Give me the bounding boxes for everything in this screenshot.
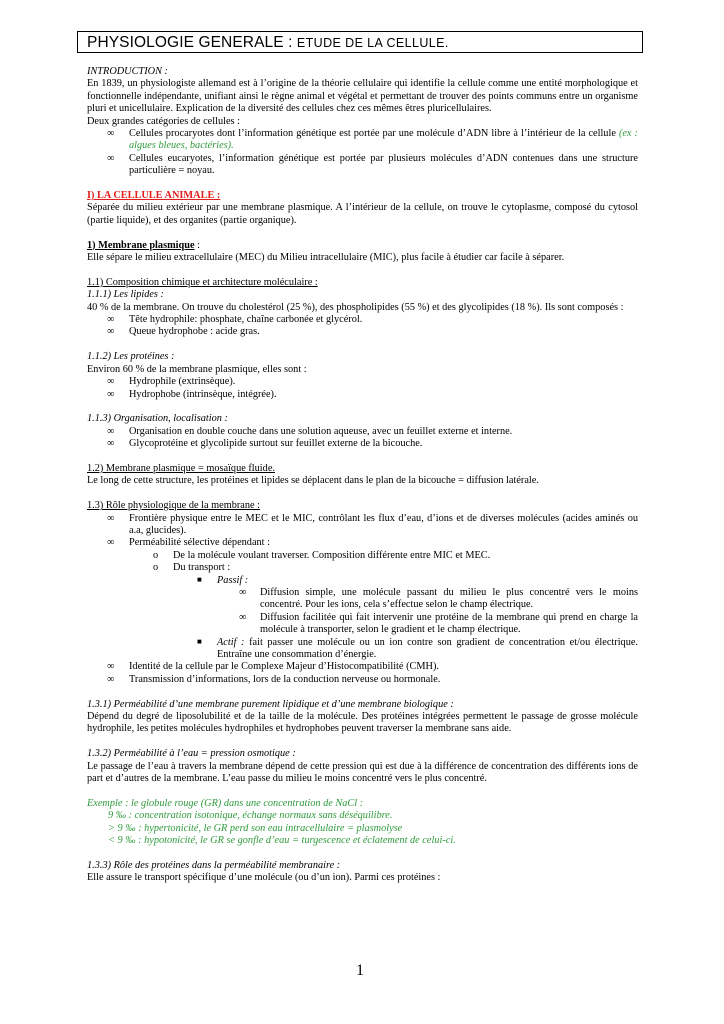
role-item-4: Transmission d’informations, lors de la conduction nerveuse ou hormonale. <box>129 673 441 685</box>
lipides-paragraph: 40 % de la membrane. On trouve du cholestérol (25 %), des phospholipides (55 %) et des glycolipides (18 %). Ils sont composés : <box>87 301 624 313</box>
section-heading-cellule-animale: I) LA CELLULE ANIMALE : <box>87 190 221 202</box>
pression-osmotique-heading: 1.3.2) Perméabilité à l’eau = pression osmotique : <box>87 748 296 760</box>
role-item-1: Frontière physique entre le MEC et le MIC, contrôlant les flux d’eau, d’ions et de diverses molécules (acides aminés ou a.a, glucides). <box>129 512 638 536</box>
infinity-bullet-icon: ∞ <box>107 376 115 388</box>
title-main: PHYSIOLOGIE GENERALE : <box>87 34 297 51</box>
list-item <box>87 128 638 153</box>
example-line-2: > 9 ‰ : hypertonicité, le GR perd son eau intracellulaire = plasmolyse <box>108 822 403 834</box>
role-sub-item-2: Du transport : <box>173 562 231 574</box>
role-heading: 1.3) Rôle physiologique de la membrane : <box>87 500 261 512</box>
list-item <box>87 575 638 587</box>
square-bullet-icon: ■ <box>197 574 202 584</box>
infinity-bullet-icon: ∞ <box>107 326 115 338</box>
diffusion-facilitee: Diffusion facilitée qui fait intervenir une protéine de la membrane qui prend en charge la molécule à transporter, selon le gradient et le champ électrique. <box>260 611 638 636</box>
organisation-item-1: Organisation en double couche dans une solution aqueuse, avec un feuillet externe et interne. <box>129 425 513 437</box>
actif-text: fait passer une molécule ou un ion contre son gradient de concentration et/ou électrique. Entraîne une consommation d’énergie. <box>217 636 639 660</box>
actif-label: Actif : <box>217 636 245 648</box>
passif-label: Passif : <box>217 574 249 586</box>
role-sub-item-1: De la molécule voulant traverser. Composition différente entre MIC et MEC. <box>173 549 491 561</box>
infinity-bullet-icon: ∞ <box>107 152 115 164</box>
role-item-2: Perméabilité sélective dépendant : <box>129 537 270 549</box>
role-proteines-heading: 1.3.3) Rôle des protéines dans la perméabilité membranaire : <box>87 859 341 871</box>
pression-osmotique-paragraph: Le passage de l’eau à travers la membrane dépend de cette pression qui est due à la différence de concentration des différents ions de part et d’autres de la membrane. L’eau passe du milieu le moins concentré vers le plus concentré. <box>87 760 638 785</box>
procaryotes-example: (ex : algues bleues, bactéries). <box>129 128 638 152</box>
procaryotes-text: Cellules procaryotes dont l’information génétique est portée par une molécule d’ADN libre à l’intérieur de la cellule <box>129 128 619 140</box>
infinity-bullet-icon: ∞ <box>107 673 115 685</box>
list-item <box>87 637 638 662</box>
membrane-heading <box>87 240 638 252</box>
infinity-bullet-icon: ∞ <box>239 586 247 598</box>
permeabilite-paragraph: Dépend du degré de liposolubilité et de la taille de la molécule. Des protéines intégrées permettent le passage de grosse molécule hydrophile, les petites molécules hydrophiles et hydrophobes peuvent traverser la membrane sans aide. <box>87 711 638 735</box>
mosaique-heading: 1.2) Membrane plasmique = mosaïque fluide. <box>87 462 275 474</box>
list-item <box>87 661 638 673</box>
example-line-1: 9 ‰ : concentration isotonique, échange normaux sans déséquilibre. <box>108 810 393 822</box>
document-body <box>87 66 638 885</box>
list-item <box>87 562 638 574</box>
intro-categories: Deux grandes catégories de cellules : <box>87 115 240 127</box>
example-heading: Exemple : le globule rouge (GR) dans une concentration de NaCl : <box>87 797 364 809</box>
list-item <box>87 389 638 401</box>
page-number: 1 <box>356 962 364 979</box>
square-bullet-icon: ■ <box>197 636 202 646</box>
diffusion-simple: Diffusion simple, une molécule passant du milieu le plus concentré vers le moins concentré. Pour les ions, cela s’effectue selon le champ électrique. <box>260 586 638 611</box>
mosaique-paragraph: Le long de cette structure, les protéines et lipides se déplacent dans le plan de la bicouche = diffusion latérale. <box>87 475 539 487</box>
infinity-bullet-icon: ∞ <box>107 314 115 326</box>
list-item <box>87 426 638 438</box>
infinity-bullet-icon: ∞ <box>107 425 115 437</box>
proteines-heading: 1.1.2) Les protéines : <box>87 351 175 363</box>
composition-heading: 1.1) Composition chimique et architecture moléculaire : <box>87 276 318 288</box>
section-paragraph: Séparée du milieu extérieur par une membrane plasmique. A l’intérieur de la cellule, on trouve le cytoplasme, composé du cytosol (partie liquide), et des organites (partie organique). <box>87 202 638 226</box>
list-item <box>87 513 638 538</box>
membrane-paragraph: Elle sépare le milieu extracellulaire (MEC) du Milieu intracellulaire (MIC), plus facile à étudier car facile à séparer. <box>87 252 565 264</box>
intro-paragraph: En 1839, un physiologiste allemand est à l’origine de la théorie cellulaire qui identifie la cellule comme une entité morphologique et fonctionnelle indépendante, unifiant ainsi le règne animal et végétal et permettant de trouver des points communs entre un organisme pluri et unicellulaire. Explication de la diversité des cellules chez ces mêmes êtres pluricellulaires. <box>87 78 638 115</box>
title-small-caps: ETUDE DE LA CELLULE. <box>296 36 449 50</box>
list-item <box>87 674 638 686</box>
infinity-bullet-icon: ∞ <box>239 611 247 623</box>
infinity-bullet-icon: ∞ <box>107 537 115 549</box>
infinity-bullet-icon: ∞ <box>107 438 115 450</box>
proteines-paragraph: Environ 60 % de la membrane plasmique, elles sont : <box>87 363 307 375</box>
list-item <box>87 612 638 637</box>
list-item <box>87 326 638 338</box>
page-title <box>87 34 449 52</box>
list-item <box>87 314 638 326</box>
eucaryotes-text: Cellules eucaryotes, l’information génétique est portée par plusieurs molécules d’ADN contenues dans une structure particulière = noyau. <box>129 152 638 177</box>
proteines-item-2: Hydrophobe (intrinsèque, intégrée). <box>129 388 277 400</box>
lipides-heading: 1.1.1) Les lipides : <box>87 289 164 301</box>
circle-bullet-icon: o <box>153 549 159 561</box>
infinity-bullet-icon: ∞ <box>107 128 115 140</box>
list-item <box>87 537 638 549</box>
infinity-bullet-icon: ∞ <box>107 661 115 673</box>
membrane-heading-label: 1) Membrane plasmique <box>87 239 195 251</box>
list-item <box>87 550 638 562</box>
circle-bullet-icon: o <box>153 562 159 574</box>
list-item <box>87 438 638 450</box>
proteines-item-1: Hydrophile (extrinsèque). <box>129 376 236 388</box>
role-item-3: Identité de la cellule par le Complexe Majeur d’Histocompatibilité (CMH). <box>129 661 439 673</box>
permeabilite-heading: 1.3.1) Perméabilité d’une membrane purement lipidique et d’une membrane biologique : <box>87 698 454 710</box>
organisation-heading: 1.1.3) Organisation, localisation : <box>87 413 228 425</box>
infinity-bullet-icon: ∞ <box>107 388 115 400</box>
intro-heading: INTRODUCTION : <box>87 66 168 77</box>
title-box <box>77 31 643 53</box>
list-item <box>87 153 638 178</box>
example-line-3: < 9 ‰ : hypotonicité, le GR se gonfle d’eau = turgescence et éclatement de celui-ci. <box>108 835 456 847</box>
lipides-item-2: Queue hydrophobe : acide gras. <box>129 326 260 338</box>
membrane-heading-suffix: : <box>194 239 200 251</box>
infinity-bullet-icon: ∞ <box>107 512 115 524</box>
lipides-item-1: Tête hydrophile: phosphate, chaîne carbonée et glycérol. <box>129 314 363 326</box>
organisation-item-2: Glycoprotéine et glycolipide surtout sur feuillet externe de la bicouche. <box>129 438 423 450</box>
role-proteines-paragraph: Elle assure le transport spécifique d’une molécule (ou d’un ion). Parmi ces protéines : <box>87 872 441 884</box>
list-item <box>87 376 638 388</box>
list-item <box>87 587 638 612</box>
